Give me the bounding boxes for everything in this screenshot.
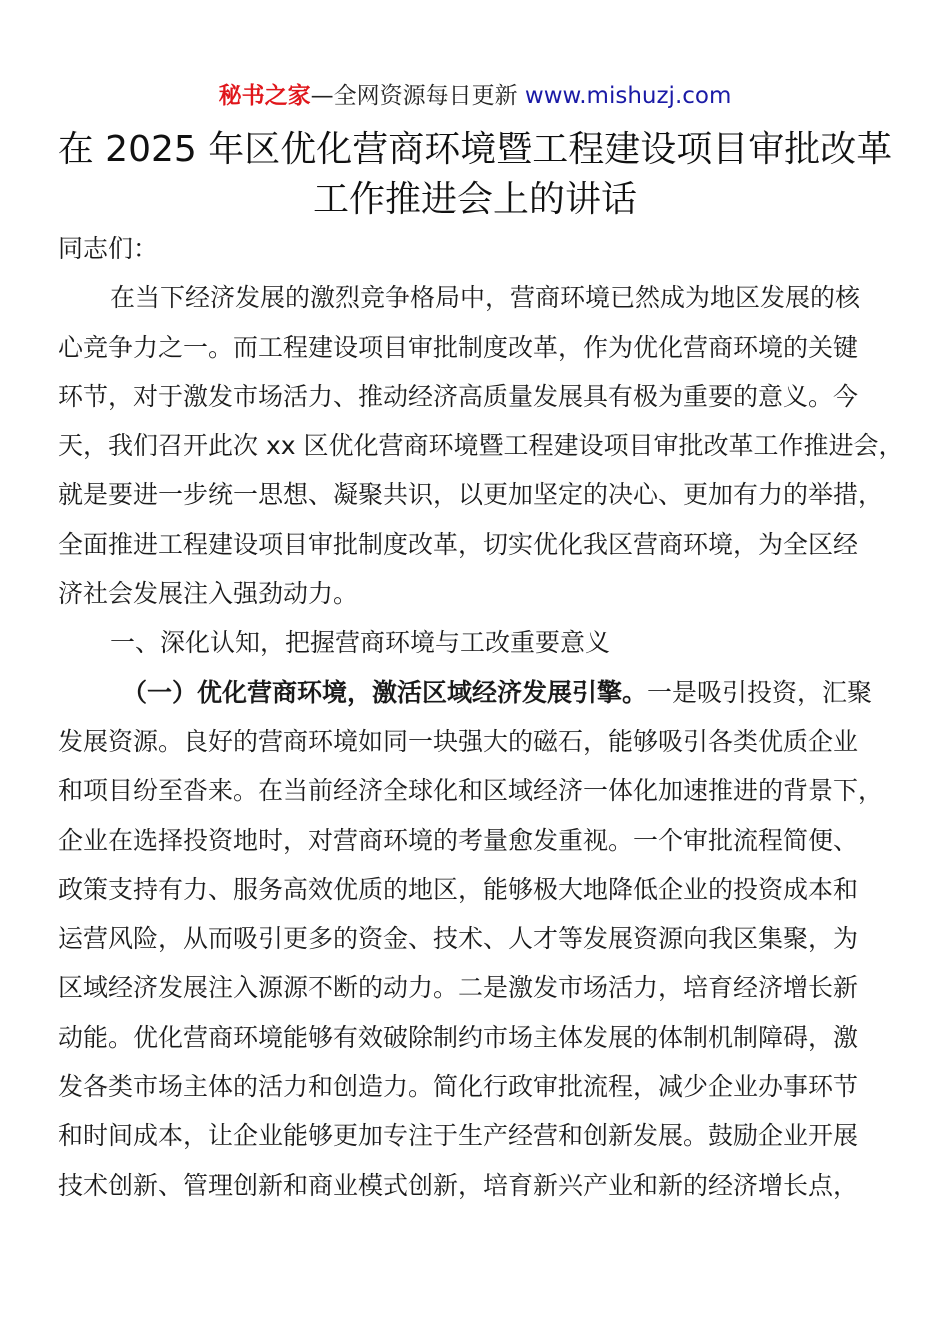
paragraph-line: 济社会发展注入强劲动力。	[58, 579, 359, 609]
paragraph-line: 运营风险，从而吸引更多的资金、技术、人才等发展资源向我区集聚，为	[58, 924, 859, 954]
paragraph-line: 就是要进一步统一思想、凝聚共识，以更加坚定的决心、更加有力的举措，	[58, 480, 884, 510]
paragraph-line: 企业在选择投资地时，对营商环境的考量愈发重视。一个审批流程简便、	[58, 825, 859, 855]
section-heading: 一、深化认知，把握营商环境与工改重要意义	[110, 628, 611, 658]
banner-tagline: —全网资源每日更新	[310, 83, 518, 109]
subsection-heading: （一）优化营商环境，激活区域经济发展引擎。	[122, 677, 648, 707]
paragraph-line: 天，我们召开此次 xx 区优化营商环境暨工程建设项目审批改革工作推进会，	[58, 431, 904, 461]
paragraph-line: 技术创新、管理创新和商业模式创新，培育新兴产业和新的经济增长点，	[58, 1170, 859, 1200]
site-banner	[0, 80, 950, 112]
subsection-first-line-text: 一是吸引投资，汇聚	[647, 677, 873, 707]
paragraph-line: 心竞争力之一。而工程建设项目审批制度改革，作为优化营商环境的关键	[58, 332, 859, 362]
title-line-2: 工作推进会上的讲话	[312, 179, 637, 220]
banner-brand: 秘书之家	[218, 83, 311, 109]
banner-url-link[interactable]: www.mishuzj.com	[524, 83, 732, 109]
paragraph-line: 发展资源。良好的营商环境如同一块强大的磁石，能够吸引各类优质企业	[58, 726, 859, 756]
paragraph-line: 动能。优化营商环境能够有效破除制约市场主体发展的体制机制障碍，激	[58, 1022, 859, 1052]
title-line-1: 在 2025 年区优化营商环境暨工程建设项目审批改革	[57, 129, 893, 170]
subsection-first-line	[58, 668, 898, 717]
paragraph-line: 政策支持有力、服务高效优质的地区，能够极大地降低企业的投资成本和	[58, 874, 859, 904]
salutation: 同志们：	[58, 234, 159, 263]
paragraph-line: 在当下经济发展的激烈竞争格局中，营商环境已然成为地区发展的核	[110, 283, 861, 313]
paragraph-line: 全面推进工程建设项目审批制度改革，切实优化我区营商环境，为全区经	[58, 529, 859, 559]
paragraph-line: 环节，对于激发市场活力、推动经济高质量发展具有极为重要的意义。今	[58, 381, 859, 411]
paragraph-line: 区域经济发展注入源源不断的动力。二是激发市场活力，培育经济增长新	[58, 973, 859, 1003]
paragraph-line: 和项目纷至沓来。在当前经济全球化和区域经济一体化加速推进的背景下，	[58, 776, 884, 806]
document-body	[58, 224, 904, 1210]
paragraph-line: 和时间成本，让企业能够更加专注于生产经营和创新发展。鼓励企业开展	[58, 1121, 859, 1151]
paragraph-line: 发各类市场主体的活力和创造力。简化行政审批流程，减少企业办事环节	[58, 1072, 859, 1102]
document-title	[40, 125, 910, 225]
